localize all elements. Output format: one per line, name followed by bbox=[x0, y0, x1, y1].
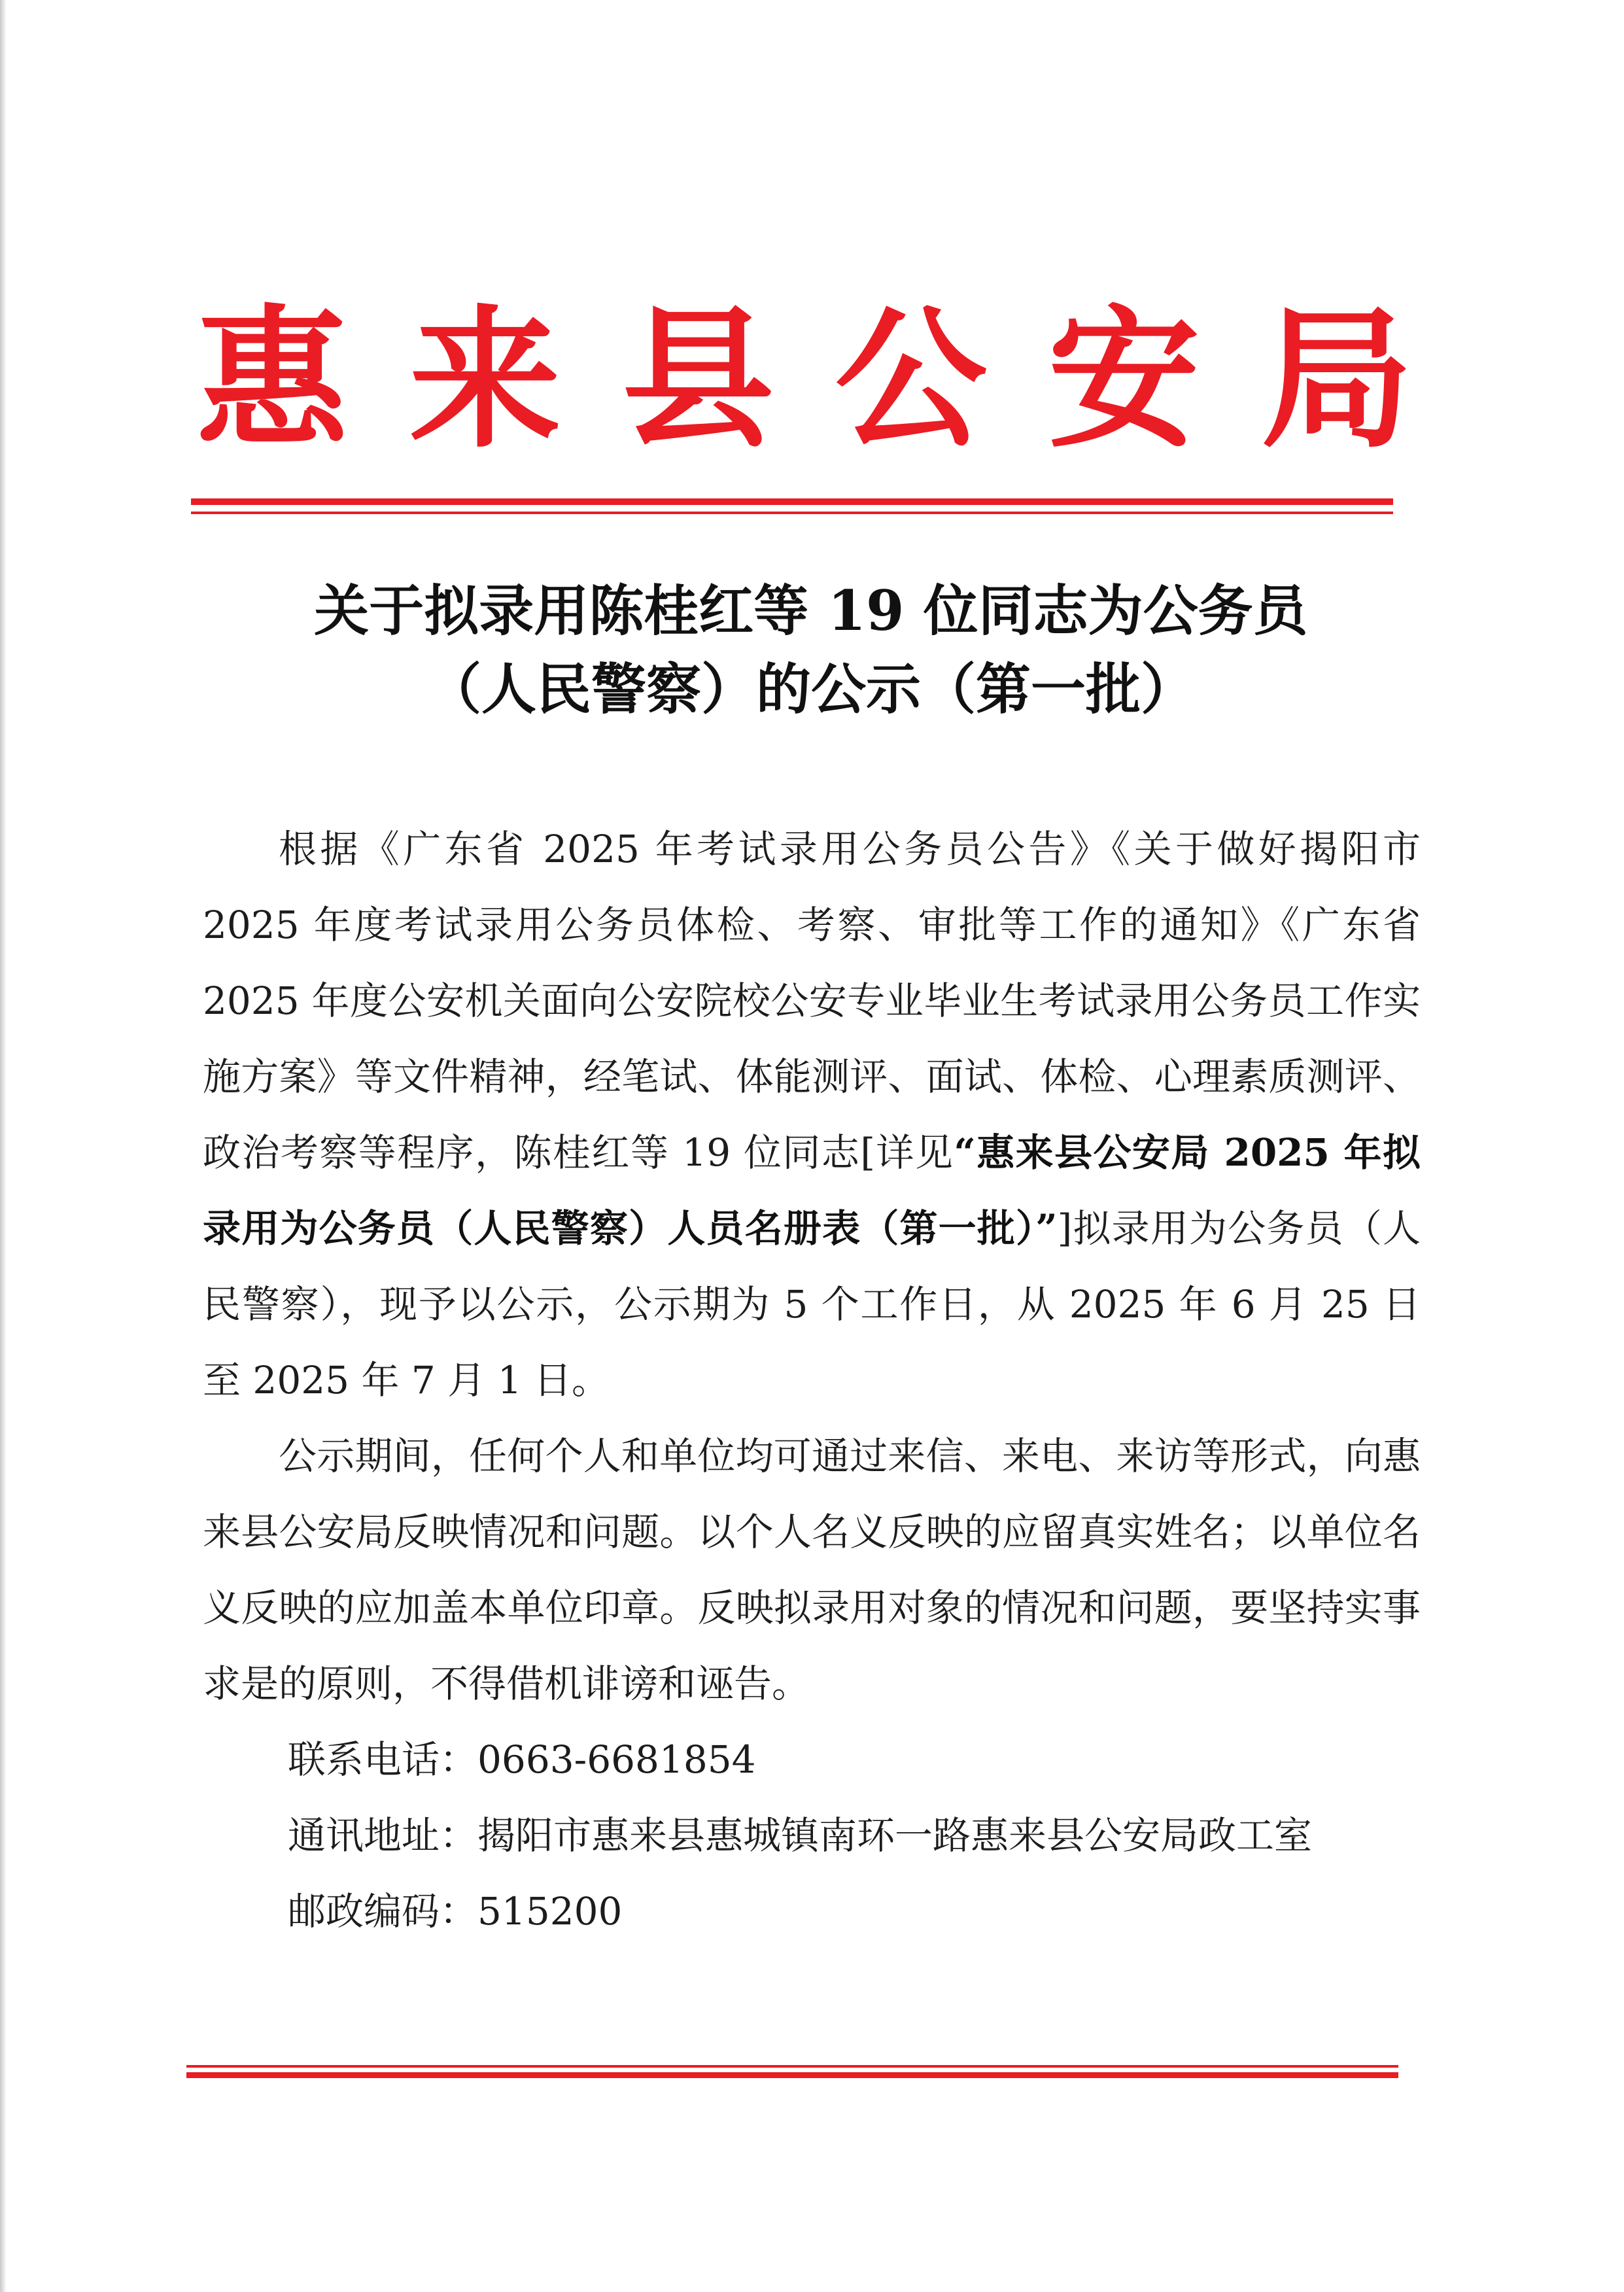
roster-reference: “惠来县公安局 2025 年拟录用为公务员（人民警察）人员名册表（第一批）” bbox=[203, 1130, 1421, 1251]
contact-address-row bbox=[203, 1797, 1421, 1873]
masthead-char: 局 bbox=[1260, 290, 1413, 468]
masthead-rule-thick bbox=[191, 498, 1393, 505]
contact-phone-row bbox=[203, 1722, 1421, 1797]
footer-rule-thin bbox=[186, 2065, 1398, 2068]
masthead-char: 安 bbox=[1048, 290, 1200, 468]
document-title-line-2: （人民警察）的公示（第一批） bbox=[426, 657, 1196, 721]
masthead-char: 公 bbox=[835, 290, 987, 468]
phone-label: 联系电话： bbox=[288, 1737, 478, 1782]
paragraph-1-text-a: 根据《广东省 2025 年考试录用公务员公告》《关于做好揭阳市 2025 年度考试录用公务员体检、考察、审批等工作的通知》《广东省 2025 年度公安机关面向公安院校公安专业毕业生考试录用公务员工作实施方案》等文件精神，经笔试、体能测评、面试、体检、心理素质测评、政治考察等程序，陈桂红等 19 位同志[详见 bbox=[203, 827, 1421, 1175]
document-title-line-1: 关于拟录用陈桂红等 19 位同志为公务员 bbox=[314, 578, 1308, 643]
body-paragraph-2: 公示期间，任何个人和单位均可通过来信、来电、来访等形式，向惠来县公安局反映情况和问题。以个人名义反映的应留真实姓名；以单位名义反映的应加盖本单位印章。反映拟录用对象的情况和问题，要坚持实事求是的原则，不得借机诽谤和诬告。 bbox=[203, 1434, 1421, 1706]
address-value: 揭阳市惠来县惠城镇南环一路惠来县公安局政工室 bbox=[477, 1813, 1313, 1858]
footer-rule-thick bbox=[186, 2072, 1398, 2078]
scan-edge-shadow bbox=[0, 0, 7, 2292]
masthead-char: 县 bbox=[622, 290, 774, 468]
masthead-char: 惠 bbox=[196, 290, 349, 468]
postcode-value: 515200 bbox=[477, 1889, 623, 1934]
masthead-char: 来 bbox=[409, 290, 561, 468]
phone-value: 0663-6681854 bbox=[477, 1737, 756, 1782]
paragraph-1-text-b: ]拟录用为公务员（人民警察），现予以公示，公示期为 5 个工作日，从 2025 年 6 月 25 日至 2025 年 7 月 1 日。 bbox=[203, 1206, 1421, 1402]
document-body bbox=[203, 811, 1421, 1949]
postcode-label: 邮政编码： bbox=[288, 1889, 478, 1934]
address-label: 通讯地址： bbox=[288, 1813, 478, 1858]
masthead-rule-thin bbox=[191, 512, 1393, 514]
contact-postcode-row bbox=[203, 1873, 1421, 1949]
body-paragraph-1 bbox=[203, 811, 1421, 1418]
masthead-issuer bbox=[196, 288, 1413, 471]
